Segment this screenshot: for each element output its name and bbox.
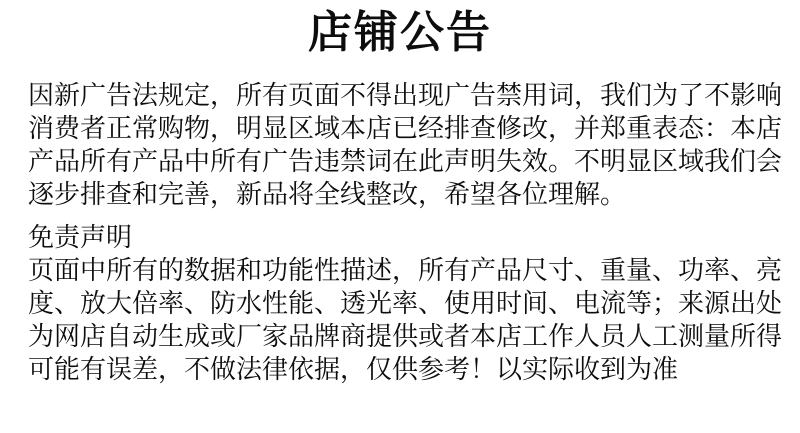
announcement-line: 逐步排查和完善，新品将全线整改，希望各位理解。: [28, 179, 627, 209]
disclaimer-line: 度、放大倍率、防水性能、透光率、使用时间、电流等；来源出处: [28, 288, 783, 318]
page-title: 店铺公告: [308, 8, 492, 57]
announcement-line: 因新广告法规定，所有页面不得出现广告禁用词，我们为了不影响: [28, 80, 783, 110]
announcement-line: 消费者正常购物，明显区域本店已经排查修改，并郑重表态：本店: [28, 113, 783, 143]
announcement-paragraph: [28, 79, 783, 211]
disclaimer-line: 为网店自动生成或厂家品牌商提供或者本店工作人员人工测量所得: [28, 321, 783, 351]
disclaimer-heading: 免责声明: [28, 222, 133, 252]
disclaimer-section: [28, 221, 783, 386]
disclaimer-line: 可能有误差，不做法律依据，仅供参考！以实际收到为准: [28, 354, 679, 384]
disclaimer-line: 页面中所有的数据和功能性描述，所有产品尺寸、重量、功率、亮: [28, 255, 783, 285]
announcement-line: 产品所有产品中所有广告违禁词在此声明失效。不明显区域我们会: [28, 146, 783, 176]
